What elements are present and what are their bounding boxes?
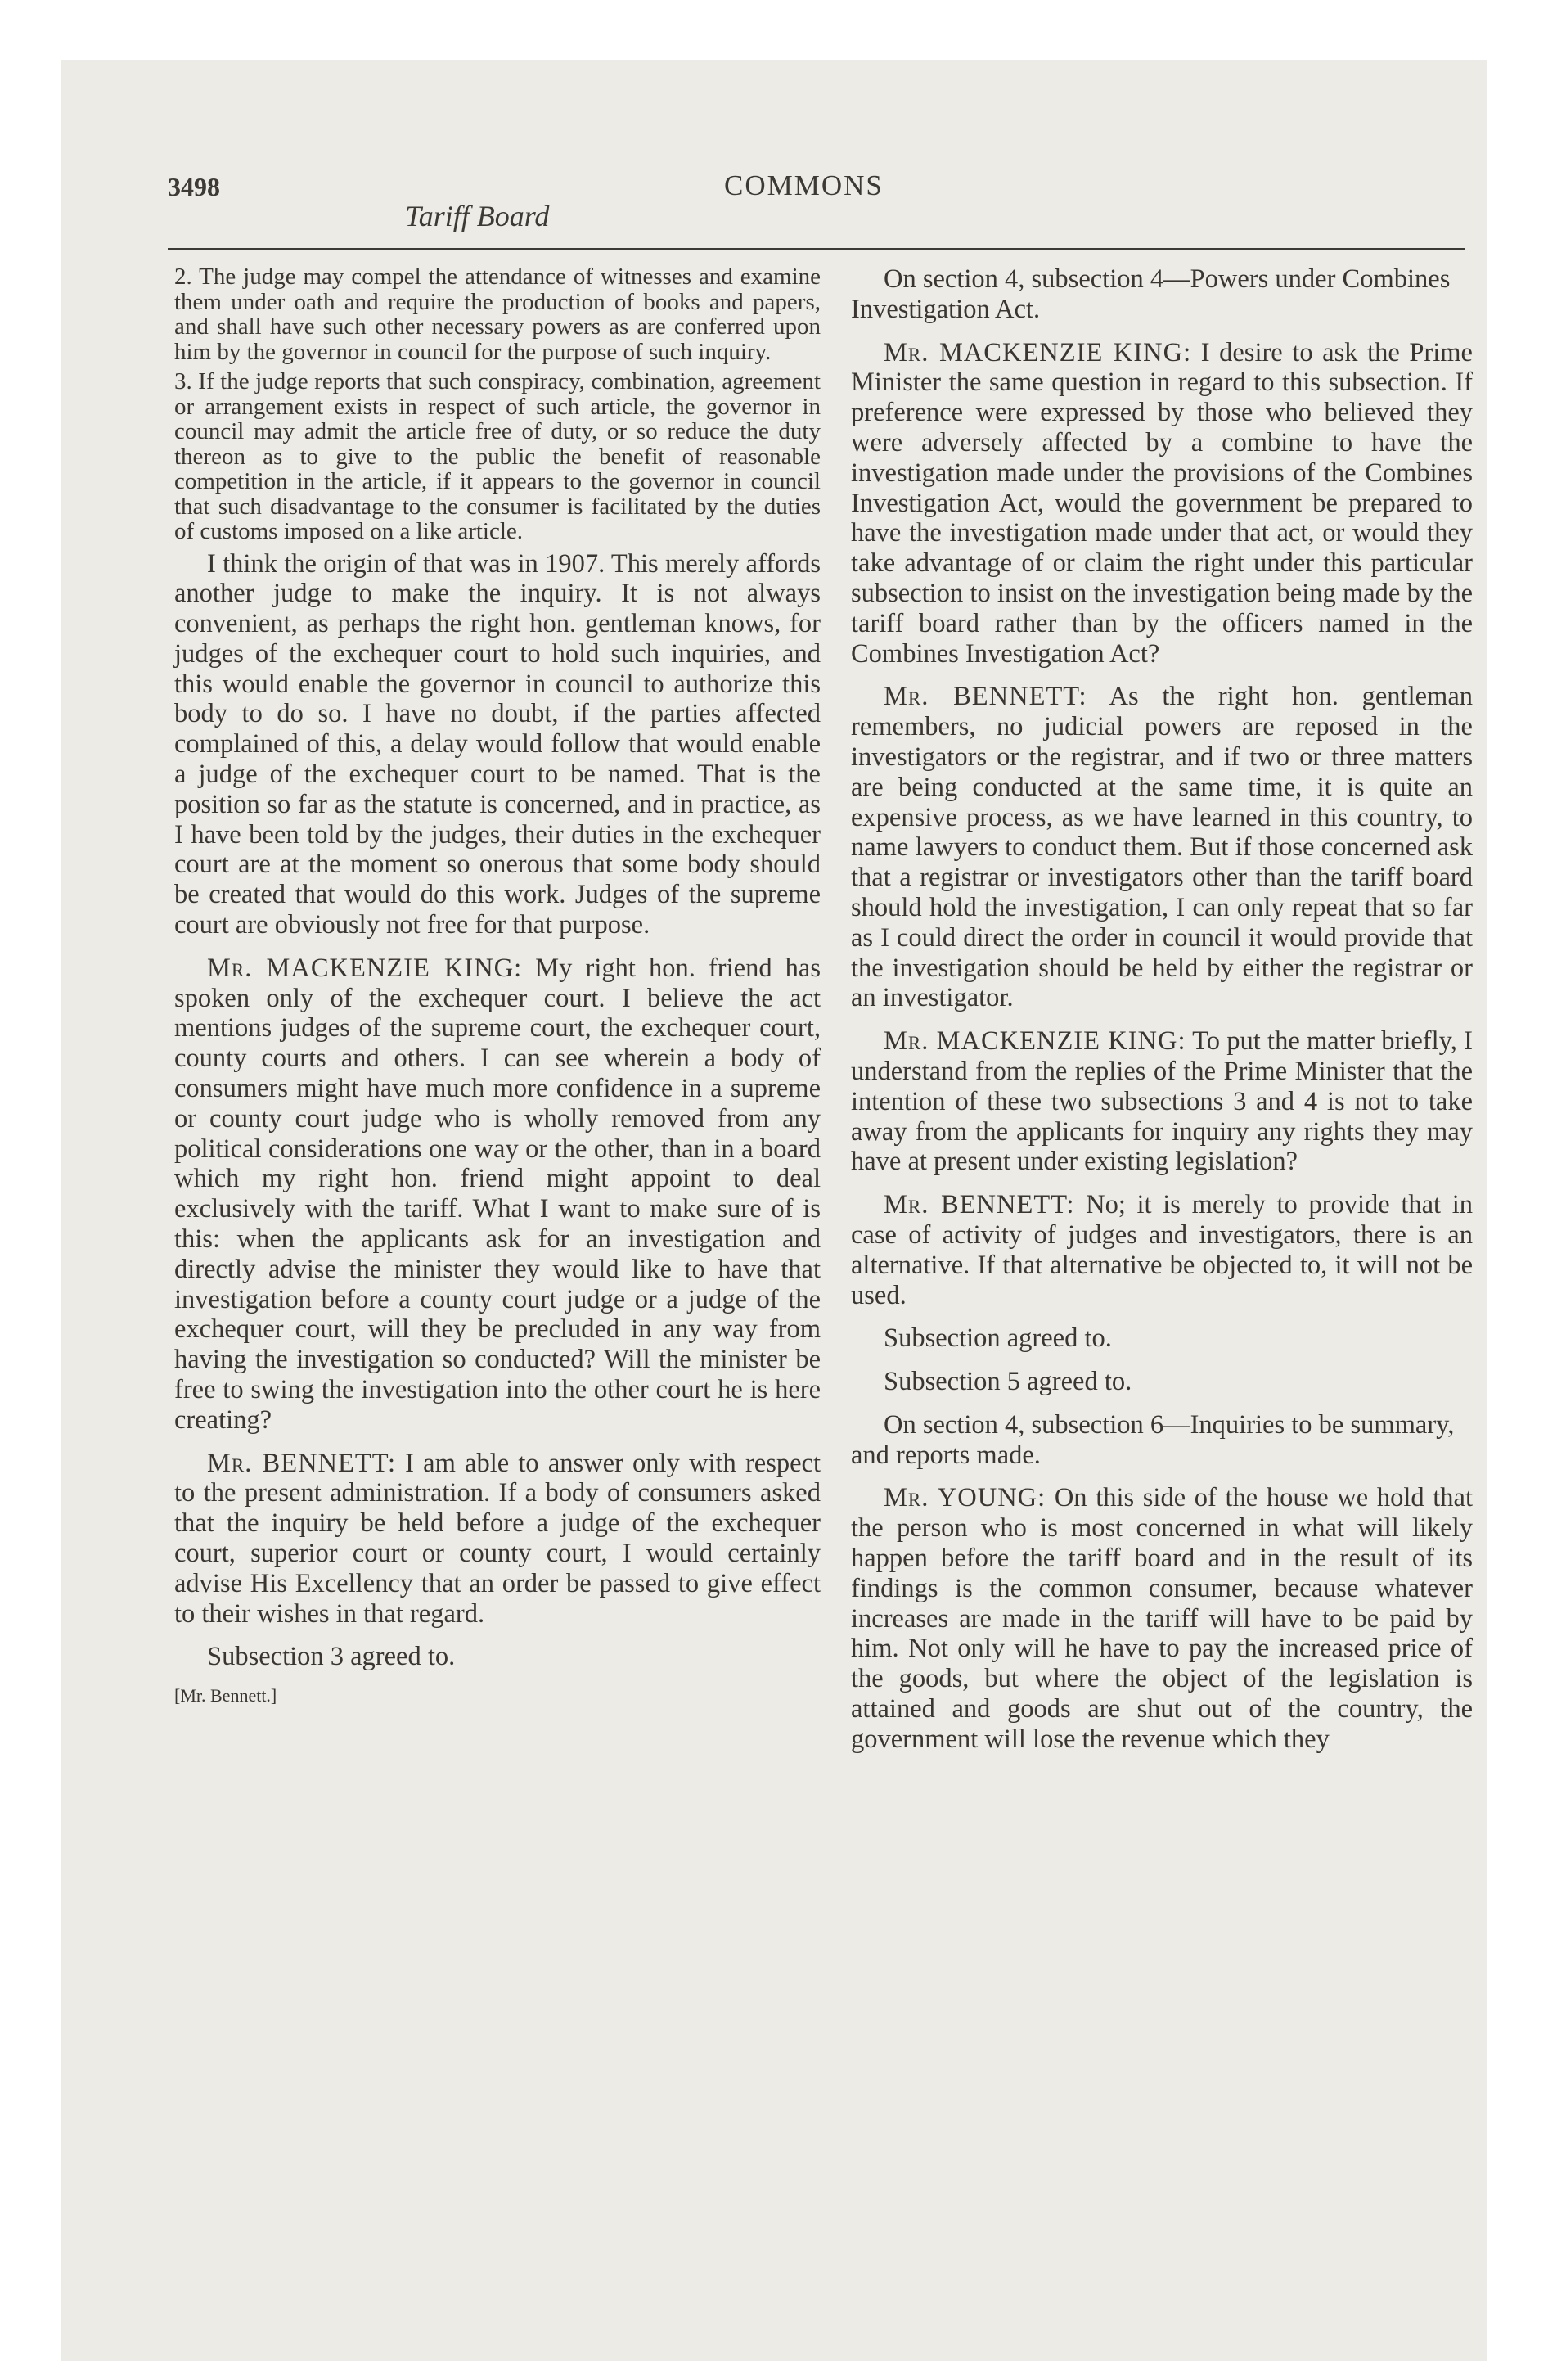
speaker-name: Mr. YOUNG: [884, 1483, 1046, 1513]
page-number: 3498 [168, 172, 220, 201]
section-4-subsection-4-heading: On section 4, subsection 4—Powers under Combines Investigation Act. [851, 264, 1451, 324]
right-column [851, 264, 1473, 1768]
speaker-name: Mr. BENNETT: [884, 1190, 1075, 1220]
speech-text: I desire to ask the Prime Minister the same question in regard to this subsection. If preference were expressed by those who believed they were adversely affected by a combine to have the investigation made under the provisions of the Combines Investigation Act, would the government be prepared to have the investigation made under that act, or would they take advantage of or claim the right under this particular subsection to insist on the investigation being made by the tariff board rather than by the officers named in the Combines Investigation Act? [851, 337, 1473, 669]
page-sheet [61, 60, 1487, 2361]
speech-text: My right hon. friend has spoken only of the exchequer court. I believe the act mentions judges of the supreme court, the exchequer court, county courts and others. I can see wherein a body of consumers might have much more confidence in a supreme or county court judge who is wholly removed from any political considerations one way or the other, than in a board which my right hon. friend might appoint to deal exclusively with the tariff. What I want to make sure of is this: when the applicants ask for an investigation and directly advise the minister they would like to have that investigation before a county court judge or a judge of the exchequer court, will they be precluded in any way from having the investigation so conducted? Will the minister be free to swing the investigation into the other court he is here creating? [174, 953, 821, 1435]
header-rule [168, 248, 1465, 250]
subsection-5-agreed: Subsection 5 agreed to. [884, 1367, 1132, 1397]
speech-bennett-2 [851, 682, 1473, 1013]
paragraph-origin: I think the origin of that was in 1907. This merely affords another judge to make the inquiry. It is not always convenient, as perhaps the right hon. gentleman knows, for judges of the exchequer court to hold such inquiries, and this would enable the governor in council to authorize this body to do so. I have no doubt, if the parties affected complained of this, a delay would follow that would enable a judge of the exchequer court to be named. That is the position so far as the statute is concerned, and in practice, as I have been told by the judges, their duties in the exchequer court are at the moment so onerous that some body should be created that would do this work. Judges of the supreme court are obviously not free for that purpose. [174, 548, 821, 940]
speaker-name: Mr. BENNETT: [207, 1448, 396, 1478]
speech-text: On this side of the house we hold that the person who is most concerned in what will likely happen before the tariff board and in the result of its findings is the common consumer, because whatever increases are made in the tariff will have to be paid by him. Not only will he have to pay the increased price of the goods, but where the object of the legislation is attained and goods are shut out of the country, the government will lose the revenue which they [851, 1483, 1473, 1754]
left-column [174, 264, 821, 1706]
speech-mackenzie-king-1 [174, 953, 821, 1436]
speech-text: As the right hon. gentleman remembers, no judicial powers are reposed in the investigators or the registrar, and if two or three matters are being conducted at the same time, it is quite an expensive process, as we have learned in this country, to name lawyers to conduct them. But if those concerned ask that a registrar or investigators other than the tariff board should hold the investigation, I can only repeat that so far as I could direct the order in council it would provide that the investigation should be held by either the registrar or an investigator. [851, 682, 1473, 1013]
speaker-name: Mr. MACKENZIE KING: [884, 1026, 1186, 1057]
speaker-name: Mr. MACKENZIE KING: [207, 953, 523, 983]
speech-mackenzie-king-2 [851, 338, 1473, 669]
quoted-clause-3: 3. If the judge reports that such conspiracy, combination, agreement or arrangement exists in respect of such article, the governor in council may admit the article free of duty, or so reduce the duty thereon as to give to the public the benefit of reasonable competition in the article, if it appears to the governor in council that such disadvantage to the consumer is facilitated by the duties of customs imposed on a like article. [174, 368, 821, 544]
section-title: Tariff Board [405, 200, 550, 232]
subsection-4-agreed: Subsection agreed to. [884, 1323, 1112, 1354]
speech-young [851, 1483, 1473, 1754]
speaker-name: Mr. BENNETT: [884, 682, 1087, 712]
subsection-3-agreed: Subsection 3 agreed to. [207, 1642, 456, 1672]
footer-speaker-note: [Mr. Bennett.] [174, 1685, 277, 1706]
quoted-clause-2: 2. The judge may compel the attendance of witnesses and examine them under oath and require the production of books and papers, and shall have such other necessary powers as are conferred upon him by the governor in council for the purpose of such inquiry. [174, 264, 821, 365]
section-4-subsection-6-heading: On section 4, subsection 6—Inquiries to be summary, and reports made. [851, 1409, 1455, 1470]
speech-text: No; it is merely to provide that in case of activity of judges and investigators, there is an alternative. If that alternative be objected to, it will not be used. [851, 1190, 1473, 1310]
speech-text: To put the matter briefly, I understand from the replies of the Prime Minister that the intention of these two subsections 3 and 4 is not to take away from the applicants for inquiry any rights they may have at present under existing legislation? [851, 1026, 1473, 1177]
speech-mackenzie-king-3 [851, 1026, 1473, 1177]
speech-text: I am able to answer only with respect to the present administration. If a body of consumers asked that the inquiry be held before a judge of the exchequer court, superior court or county court, I would certainly advise His Excellency that an order be passed to give effect to their wishes in that regard. [174, 1448, 821, 1629]
page-header [168, 110, 1477, 233]
speech-bennett-3 [851, 1190, 1473, 1310]
chamber-heading: COMMONS [724, 169, 884, 201]
speech-bennett-1 [174, 1449, 821, 1629]
speaker-name: Mr. MACKENZIE KING: [884, 337, 1192, 367]
